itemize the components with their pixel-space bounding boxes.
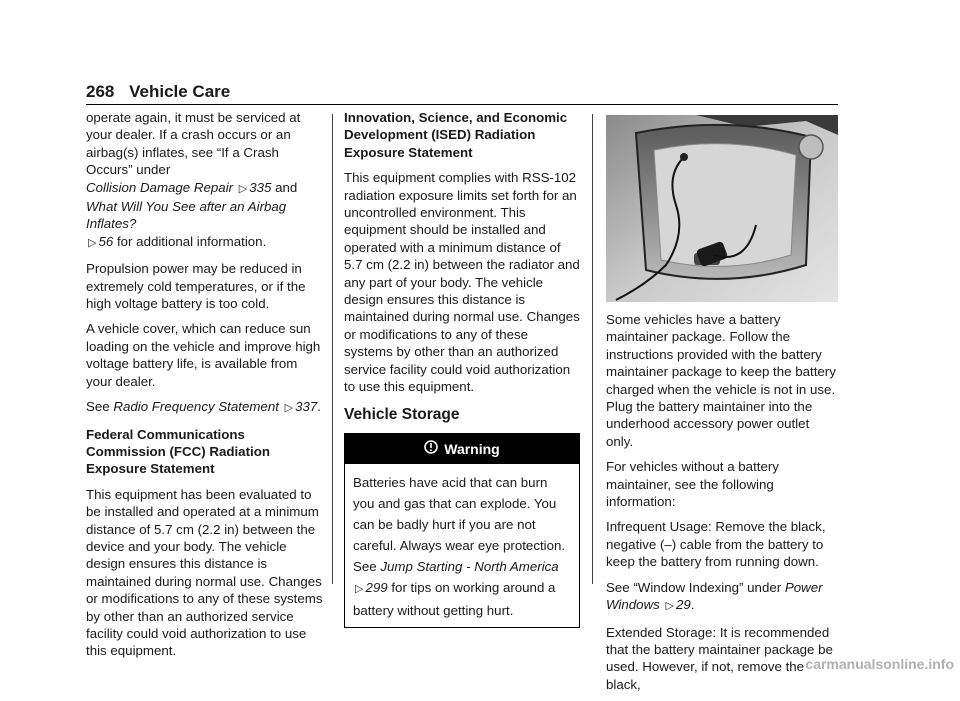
paragraph-battery-maintainer: Some vehicles have a battery maintainer package. Follow the instructions provided with the battery maintainer package to keep the battery charged when the vehicle is not in use. Plug the battery maintainer into the underhood accessory power outlet only. <box>606 312 836 449</box>
paragraph-vehicle-cover: A vehicle cover, which can reduce sun loading on the vehicle and improve high voltage battery life, is available from your dealer. <box>86 321 321 389</box>
page-ref-icon: ▷ <box>88 236 97 249</box>
paragraph-fcc: This equipment has been evaluated to be installed and operated at a minimum distance of 5.7 cm (2.2 in) between the device and your body. The vehicle design ensures this distance is maintained during normal use. Changes or modifications to any of these systems by other than an authorized service facility could void authorization to use this equipment. <box>86 486 323 659</box>
watermark: carmanualsonline.info <box>805 656 954 672</box>
page-ref[interactable]: 56 <box>98 233 114 249</box>
column-divider-1 <box>332 114 333 584</box>
paragraph-without-maintainer: For vehicles without a battery maintainer, see the following information: <box>606 459 779 510</box>
column-3 <box>606 109 838 701</box>
column-divider-2 <box>592 114 593 584</box>
column-2 <box>344 109 580 628</box>
link-airbag-inflates[interactable]: What Will You See after an Airbag Inflates? <box>86 199 287 232</box>
paragraph-see-radio: See Radio Frequency Statement ▷ 337. <box>86 398 324 417</box>
page-ref[interactable]: 335 <box>249 179 272 195</box>
paragraph-airbag: operate again, it must be serviced at your dealer. If a crash occurs or an airbag(s) inflates, see “If a Crash Occurs” under Collision Damage Repair ▷ 335 and What Will You See after an Airbag Inflates? ▷ 56 for additional information. <box>86 109 324 252</box>
column-1 <box>86 109 324 668</box>
paragraph-propulsion: Propulsion power may be reduced in extremely cold temperatures, or if the high voltage battery is too cold. <box>86 261 306 312</box>
warning-body: Batteries have acid that can burn you and gas that can explode. You can be badly hurt if you are not careful. Always wear eye protection. See Jump Starting - North America ▷ 299 for tips on working around a battery without getting hurt. <box>353 474 566 618</box>
page-ref-icon: ▷ <box>355 582 364 595</box>
page-ref-icon: ▷ <box>665 600 674 613</box>
paragraph-window-indexing: See “Window Indexing” under Power Windows ▷ 29. <box>606 579 838 616</box>
warning-icon <box>424 434 438 464</box>
ised-heading: Innovation, Science, and Economic Development (ISED) Radiation Exposure Statement <box>344 110 568 160</box>
page-ref-icon: ▷ <box>284 402 294 415</box>
page-ref[interactable]: 299 <box>365 579 388 595</box>
header-rule <box>86 104 838 105</box>
link-power-windows[interactable]: Power Windows <box>606 579 823 613</box>
fcc-heading: Federal Communications Commission (FCC) Radiation Exposure Statement <box>86 426 270 477</box>
page-header <box>86 82 230 102</box>
page-ref[interactable]: 337 <box>295 399 318 415</box>
link-collision-damage-repair[interactable]: Collision Damage Repair <box>86 179 234 195</box>
vehicle-storage-heading: Vehicle Storage <box>344 405 460 423</box>
warning-box <box>344 433 580 628</box>
warning-header <box>345 434 579 464</box>
page-ref[interactable]: 29 <box>676 597 691 613</box>
paragraph-infrequent-usage: Infrequent Usage: Remove the black, negative (–) cable from the battery to keep the battery from running down. <box>606 519 826 570</box>
paragraph-extended-storage: Extended Storage: It is recommended that the battery maintainer package be used. However, if not, remove the black, <box>606 624 833 692</box>
paragraph-ised: This equipment complies with RSS-102 radiation exposure limits set forth for an uncontrolled environment. This equipment should be installed and operated with a minimum distance of 5.7 cm (2.2 in) between the radiator and any part of your body. The vehicle design ensures this distance is maintained during normal use. Changes or modifications to any of these systems by other than an authorized service facility could void authorization to use this equipment. <box>344 170 580 395</box>
page-ref-icon: ▷ <box>238 182 248 195</box>
battery-maintainer-photo <box>606 115 838 302</box>
page-number: 268 <box>86 82 115 101</box>
link-jump-starting[interactable]: Jump Starting - North America <box>380 558 559 574</box>
warning-label: Warning <box>444 440 500 457</box>
section-title: Vehicle Care <box>129 82 231 101</box>
link-radio-frequency[interactable]: Radio Frequency Statement <box>113 399 279 415</box>
